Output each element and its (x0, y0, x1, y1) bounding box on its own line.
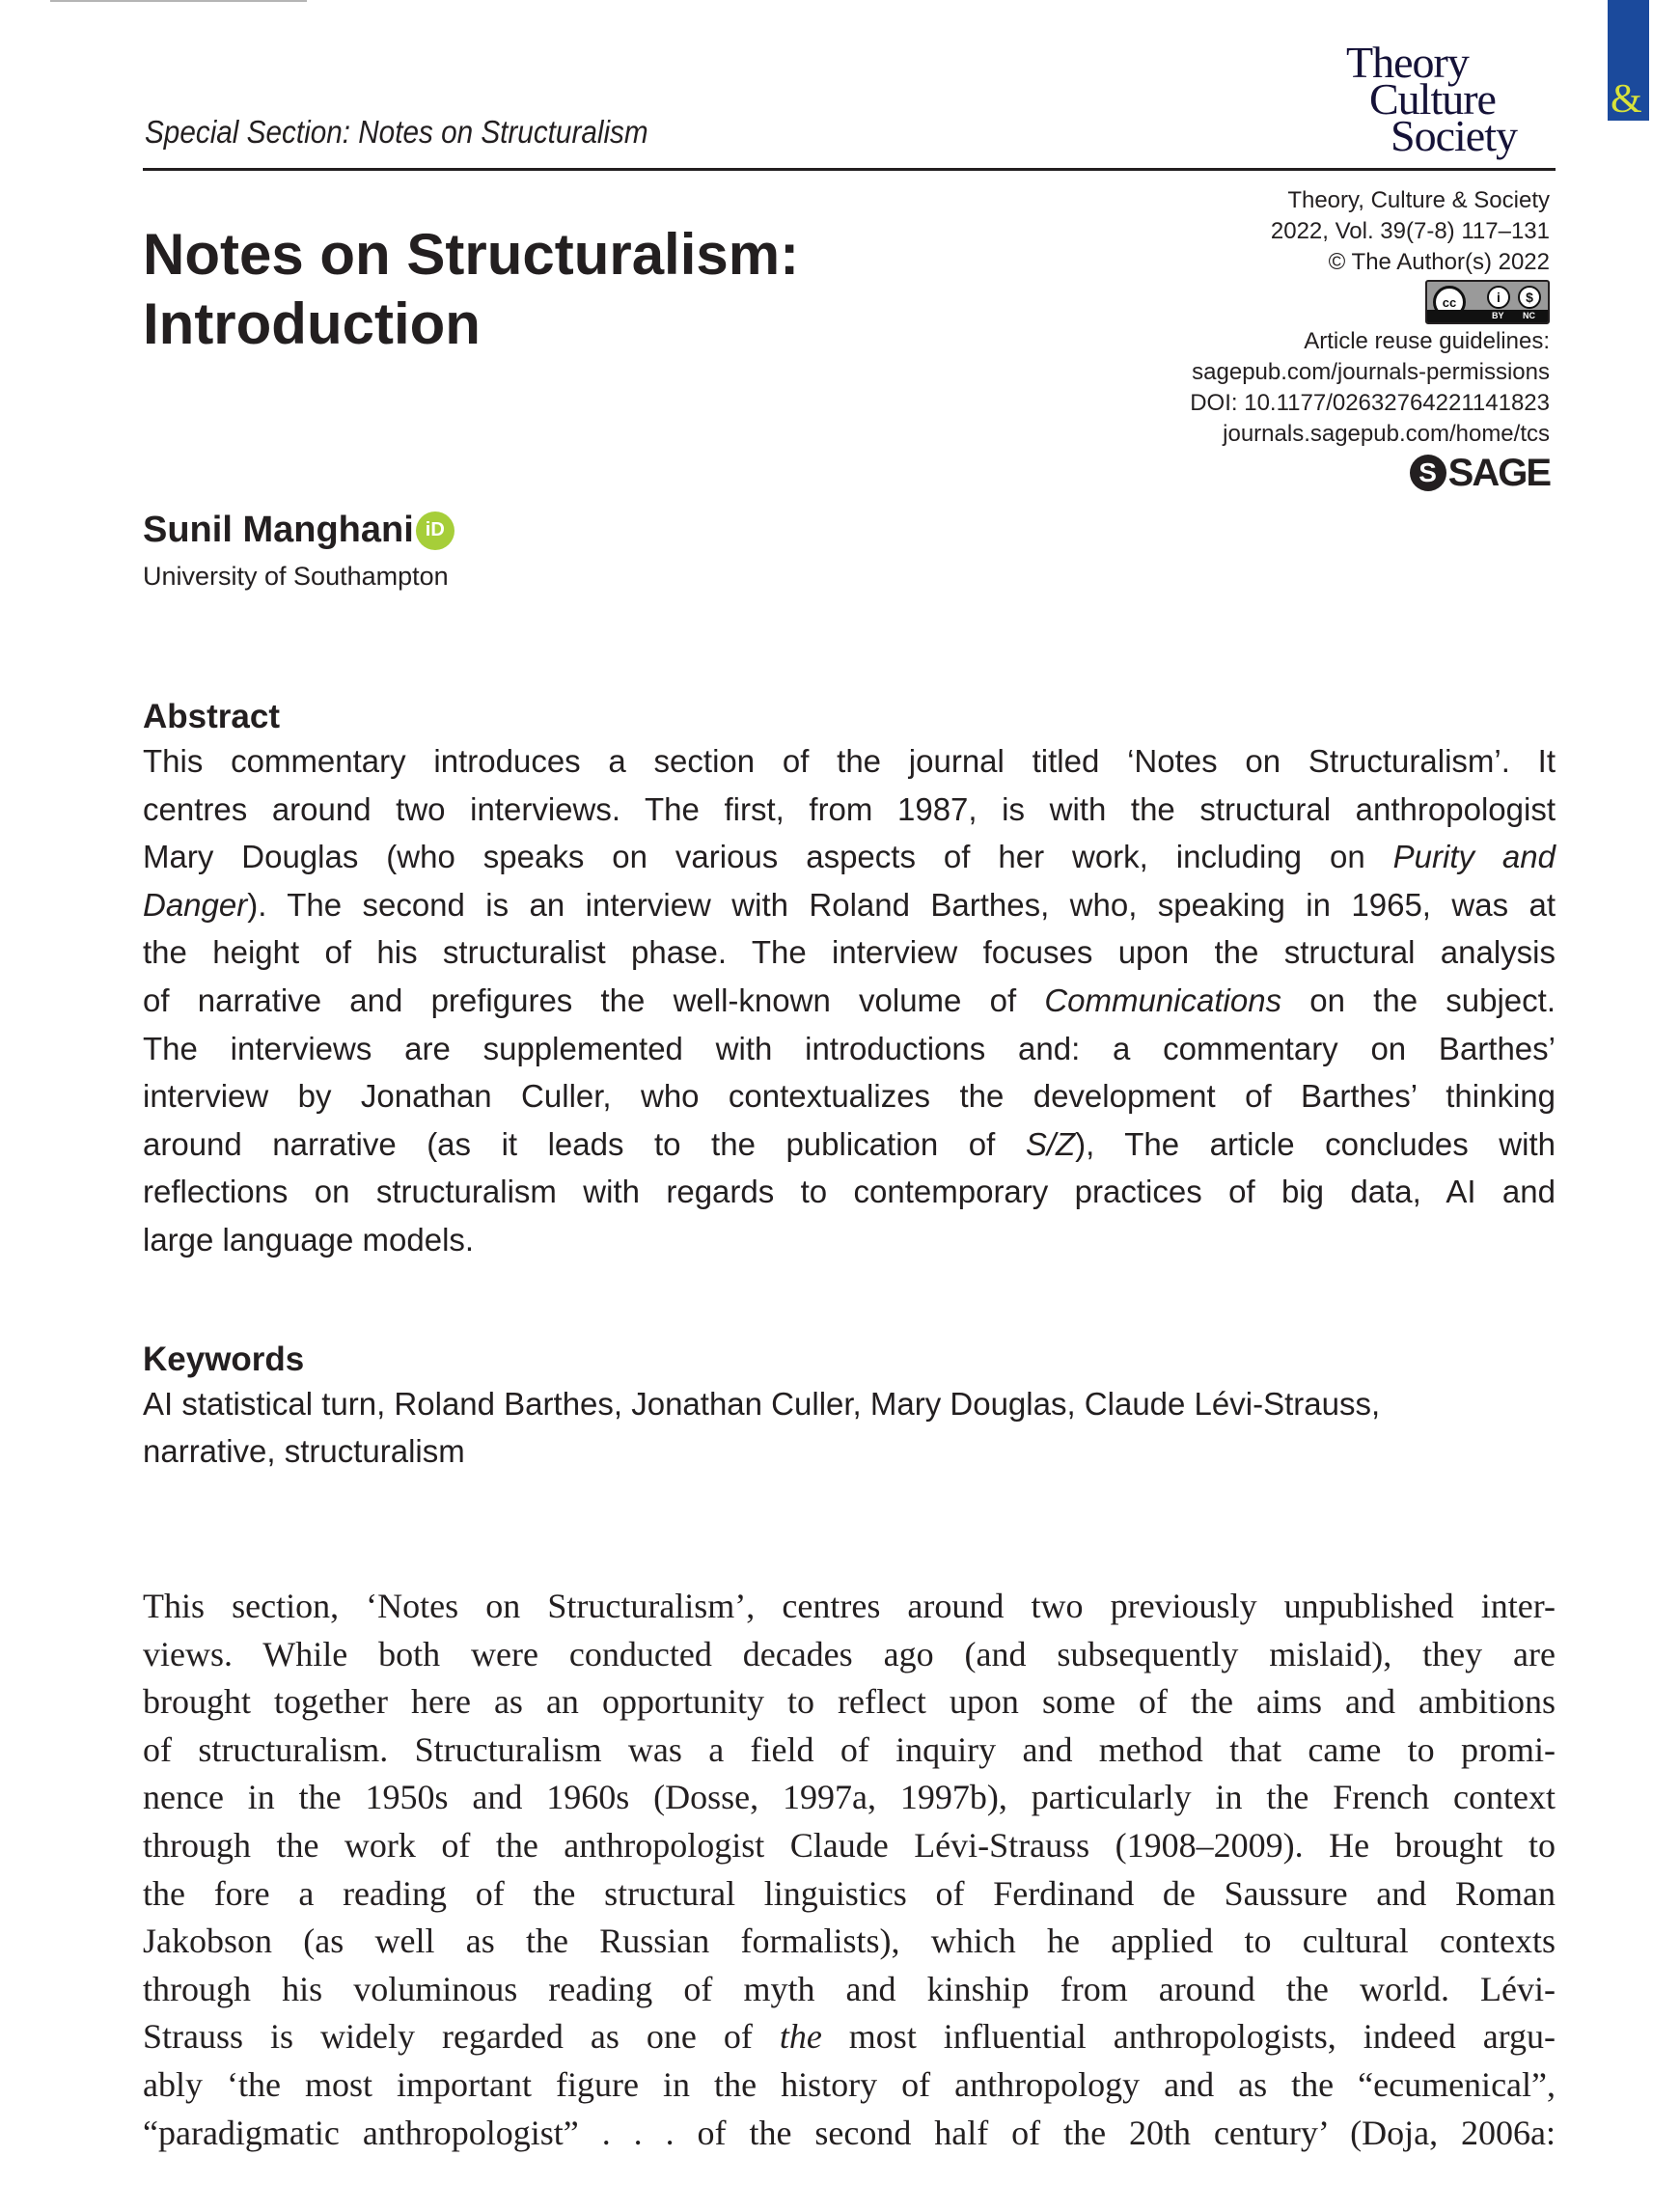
body-line: through his voluminous reading of myth and kinship from around the world. Lévi- (143, 1969, 1556, 2008)
body-line: the fore a reading of the structural linguistics of Ferdinand de Saussure and Roman (143, 1873, 1556, 1913)
nc-label: NC (1523, 311, 1535, 320)
sage-publisher-logo (1410, 454, 1550, 492)
abstract-section (143, 697, 1556, 1264)
body-fragment: Strauss is widely regarded as one of (143, 2017, 780, 2057)
abstract-line: centres around two interviews. The first, from 1987, is with the structural anthropologist (143, 790, 1556, 827)
logo-word-culture: Culture (1369, 74, 1496, 124)
italic-title-danger: Danger (143, 886, 248, 923)
title-line-1: Notes on Structuralism: (143, 222, 800, 287)
header-divider (143, 168, 1556, 171)
abstract-fragment: ). The second is an interview with Roland Barthes, who, speaking in 1965, was at (247, 886, 1556, 923)
abstract-line: reflections on structuralism with regards to contemporary practices of big data, AI and (143, 1174, 1556, 1210)
abstract-line: interview by Jonathan Culler, who contextualizes the development of Barthes’ thinking (143, 1078, 1556, 1115)
abstract-line (143, 881, 1556, 929)
journal-logo (1346, 0, 1642, 164)
noncommercial-icon: $ (1518, 286, 1541, 309)
article-metadata (1190, 185, 1550, 492)
body-line: views. While both were conducted decades ago (and subsequently mislaid), they are (143, 1634, 1556, 1673)
logo-blue-bar (1608, 0, 1649, 121)
sage-s-icon: S (1410, 455, 1446, 491)
abstract-text (143, 737, 1556, 1264)
keywords-line: narrative, structuralism (143, 1433, 465, 1469)
by-label: BY (1492, 311, 1504, 320)
keywords-line: AI statistical turn, Roland Barthes, Jonathan Culler, Mary Douglas, Claude Lévi-Strauss, (143, 1386, 1381, 1422)
abstract-fragment: of narrative and prefigures the well-known volume of (143, 982, 1045, 1018)
abstract-line (143, 833, 1556, 881)
author-name: Sunil Manghani (143, 510, 414, 550)
abstract-line: The interviews are supplemented with introductions and: a commentary on Barthes’ (143, 1030, 1556, 1066)
body-line (143, 2013, 1556, 2061)
body-line: nence in the 1950s and 1960s (Dosse, 1997a, 1997b), particularly in the French context (143, 1778, 1556, 1817)
abstract-heading: Abstract (143, 698, 280, 735)
abstract-fragment: ), The article concludes with (1075, 1125, 1556, 1162)
body-text (143, 1583, 1556, 2157)
copyright: © The Author(s) 2022 (1328, 249, 1550, 275)
body-line: Jakobson (as well as the Russian formalists), which he applied to cultural contexts (143, 1922, 1556, 1961)
abstract-line: This commentary introduces a section of the journal titled ‘Notes on Structuralism’. It (143, 743, 1556, 779)
abstract-fragment: Mary Douglas (who speaks on various aspects of her work, including on (143, 839, 1393, 875)
abstract-fragment: around narrative (as it leads to the publication of (143, 1125, 1026, 1162)
body-line: through the work of the anthropologist Claude Lévi-Strauss (1908–2009). He brought to (143, 1825, 1556, 1865)
volume-info: 2022, Vol. 39(7-8) 117–131 (1270, 218, 1550, 244)
abstract-line (143, 1120, 1556, 1169)
abstract-line: large language models. (143, 1221, 475, 1258)
logo-ampersand: & (1611, 77, 1642, 122)
article-title (143, 220, 799, 359)
creative-commons-icon: cc (1433, 286, 1466, 318)
keywords-section (143, 1340, 1556, 1475)
body-line: ably ‘the most important figure in the history of anthropology and as the “ecumenical”, (143, 2064, 1556, 2104)
logo-word-society: Society (1391, 111, 1517, 160)
abstract-line: the height of his structuralist phase. The interview focuses upon the structural analysis (143, 934, 1556, 971)
abstract-line (143, 977, 1556, 1025)
orcid-icon[interactable]: iD (416, 512, 454, 550)
body-fragment: most influential anthropologists, indeed argu- (821, 2017, 1556, 2057)
body-line: brought together here as an opportunity to reflect upon some of the aims and ambitions (143, 1682, 1556, 1722)
permissions-link[interactable]: sagepub.com/journals-permissions (1192, 359, 1550, 385)
cc-by-nc-license-badge[interactable] (1425, 280, 1550, 324)
body-line: “paradigmatic anthropologist” . . . of the second half of the 20th century’ (Doja, 2006a: (143, 2113, 1556, 2152)
special-section-label: Special Section: Notes on Structuralism (145, 114, 648, 150)
logo-word-theory: Theory (1346, 38, 1469, 87)
author-affiliation: University of Southampton (143, 562, 449, 591)
keywords-list (143, 1380, 1556, 1475)
body-line: of structuralism. Structuralism was a field of inquiry and method that came to promi- (143, 1729, 1556, 1769)
journal-name: Theory, Culture & Society (1287, 187, 1550, 213)
abstract-fragment: on the subject. (1281, 982, 1556, 1018)
reuse-guidelines-label: Article reuse guidelines: (1304, 328, 1550, 354)
author-name-row (143, 510, 454, 551)
body-line: This section, ‘Notes on Structuralism’, centres around two previously unpublished inter- (143, 1587, 1556, 1625)
doi-link[interactable]: DOI: 10.1177/02632764221141823 (1190, 390, 1550, 416)
italic-title-communications: Communications (1044, 982, 1282, 1018)
italic-emphasis-the: the (779, 2017, 822, 2057)
page-top-edge (50, 0, 307, 2)
sage-wordmark: SAGE (1447, 452, 1550, 494)
italic-title-purity: Purity and (1392, 839, 1556, 875)
keywords-heading: Keywords (143, 1341, 305, 1378)
attribution-icon: i (1487, 286, 1510, 309)
journal-home-link[interactable]: journals.sagepub.com/home/tcs (1223, 421, 1550, 447)
italic-title-sz: S/Z (1025, 1125, 1076, 1162)
title-line-2: Introduction (143, 291, 481, 356)
